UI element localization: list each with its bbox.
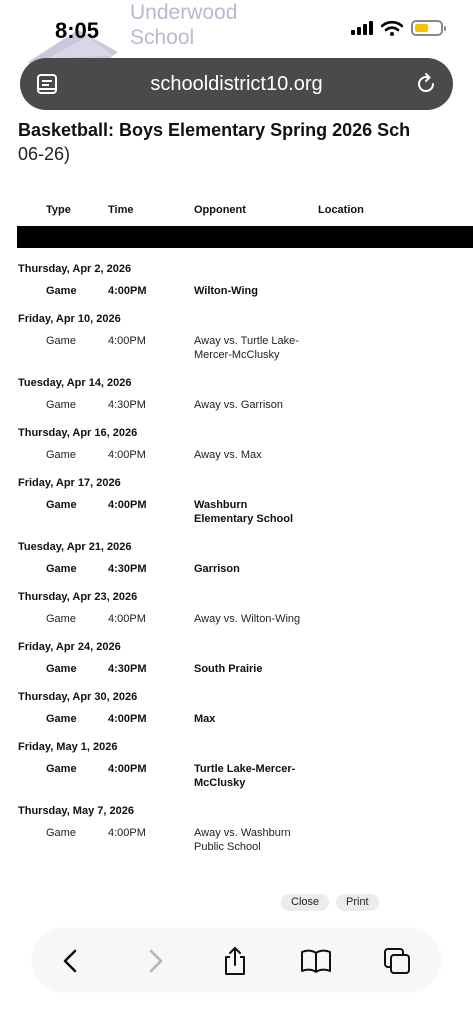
column-header-time: Time xyxy=(108,204,134,216)
schedule-date: Tuesday, Apr 21, 2026 xyxy=(18,541,132,553)
schedule-date: Friday, Apr 10, 2026 xyxy=(18,313,121,325)
event-opponent xyxy=(194,762,324,790)
event-opponent-line: McClusky xyxy=(194,777,246,789)
event-time: 4:00PM xyxy=(108,499,147,511)
event-time: 4:30PM xyxy=(108,663,147,675)
page-menu-icon[interactable] xyxy=(36,73,58,95)
page-title: Basketball: Boys Elementary Spring 2026 Sch xyxy=(18,120,411,140)
status-time: 8:05 xyxy=(55,18,100,43)
event-type: Game xyxy=(46,763,77,775)
event-type: Game xyxy=(46,563,77,575)
tabs-button[interactable] xyxy=(380,944,414,978)
wifi-icon xyxy=(381,20,403,36)
schedule-date: Thursday, Apr 23, 2026 xyxy=(18,591,138,603)
event-time: 4:00PM xyxy=(108,285,147,297)
close-button[interactable]: Close xyxy=(281,894,329,911)
schedule-date: Thursday, Apr 2, 2026 xyxy=(18,263,132,275)
battery-icon xyxy=(411,20,443,36)
table-header-bar xyxy=(17,226,473,248)
back-button[interactable] xyxy=(54,944,88,978)
event-time: 4:30PM xyxy=(108,399,146,411)
event-opponent-line: Garrison xyxy=(194,563,240,575)
bookmarks-icon xyxy=(300,948,332,974)
schedule-date: Friday, Apr 17, 2026 xyxy=(18,477,121,489)
event-opponent-line: Max xyxy=(194,713,216,725)
event-opponent xyxy=(194,398,324,412)
bookmarks-button[interactable] xyxy=(299,944,333,978)
column-header-opponent: Opponent xyxy=(194,204,246,216)
share-icon xyxy=(221,946,249,976)
event-type: Game xyxy=(46,713,77,725)
back-icon xyxy=(61,948,81,974)
reload-icon[interactable] xyxy=(413,71,439,97)
site-logo-line: School xyxy=(130,26,195,49)
event-type: Game xyxy=(46,285,77,297)
schedule-date: Friday, May 1, 2026 xyxy=(18,741,118,753)
event-time: 4:00PM xyxy=(108,613,146,625)
schedule-date: Tuesday, Apr 14, 2026 xyxy=(18,377,132,389)
schedule-date: Thursday, Apr 16, 2026 xyxy=(18,427,138,439)
event-opponent-line: Elementary School xyxy=(194,513,294,525)
event-opponent-line: South Prairie xyxy=(194,663,263,675)
event-type: Game xyxy=(46,335,76,347)
event-opponent-line: Washburn xyxy=(194,499,248,511)
address-bar[interactable] xyxy=(20,58,453,110)
event-opponent-line: Away vs. Wilton-Wing xyxy=(194,613,301,625)
status-icons xyxy=(351,20,443,36)
event-type: Game xyxy=(46,449,76,461)
event-opponent xyxy=(194,334,324,362)
url-text[interactable]: schooldistrict10.org xyxy=(150,72,323,95)
schedule-date: Friday, Apr 24, 2026 xyxy=(18,641,121,653)
event-opponent xyxy=(194,498,324,526)
event-opponent xyxy=(194,562,324,576)
event-opponent-line: Turtle Lake-Mercer- xyxy=(194,763,296,775)
event-opponent xyxy=(194,284,324,298)
column-header-location: Location xyxy=(318,204,364,216)
site-logo-text xyxy=(130,0,237,50)
schedule-date: Thursday, May 7, 2026 xyxy=(18,805,134,817)
event-opponent-line: Away vs. Turtle Lake- xyxy=(194,335,299,347)
event-type: Game xyxy=(46,827,76,839)
forward-icon xyxy=(145,948,165,974)
event-time: 4:00PM xyxy=(108,713,147,725)
schedule-date: Thursday, Apr 30, 2026 xyxy=(18,691,138,703)
event-opponent xyxy=(194,612,324,626)
event-opponent-line: Wilton-Wing xyxy=(194,285,258,297)
event-type: Game xyxy=(46,613,76,625)
site-logo-line: Underwood xyxy=(130,1,238,24)
event-type: Game xyxy=(46,663,77,675)
print-button[interactable]: Print xyxy=(336,894,379,911)
column-header-type: Type xyxy=(46,204,71,216)
page-subtitle: 06-26) xyxy=(18,144,71,164)
event-opponent xyxy=(194,826,324,854)
event-type: Game xyxy=(46,399,76,411)
share-button[interactable] xyxy=(218,944,252,978)
event-time: 4:00PM xyxy=(108,335,146,347)
event-opponent xyxy=(194,662,324,676)
event-opponent xyxy=(194,448,324,462)
event-opponent-line: Away vs. Garrison xyxy=(194,399,284,411)
event-type: Game xyxy=(46,499,77,511)
tabs-icon xyxy=(382,946,412,976)
browser-toolbar xyxy=(34,930,439,990)
event-opponent-line: Mercer-McClusky xyxy=(194,349,280,361)
event-time: 4:30PM xyxy=(108,563,147,575)
event-time: 4:00PM xyxy=(108,449,146,461)
event-time: 4:00PM xyxy=(108,827,146,839)
event-opponent-line: Away vs. Max xyxy=(194,449,262,461)
forward-button[interactable] xyxy=(138,944,172,978)
event-opponent xyxy=(194,712,324,726)
event-opponent-line: Away vs. Washburn xyxy=(194,827,291,839)
cellular-signal-icon xyxy=(351,21,373,35)
event-opponent-line: Public School xyxy=(194,841,261,853)
event-time: 4:00PM xyxy=(108,763,147,775)
